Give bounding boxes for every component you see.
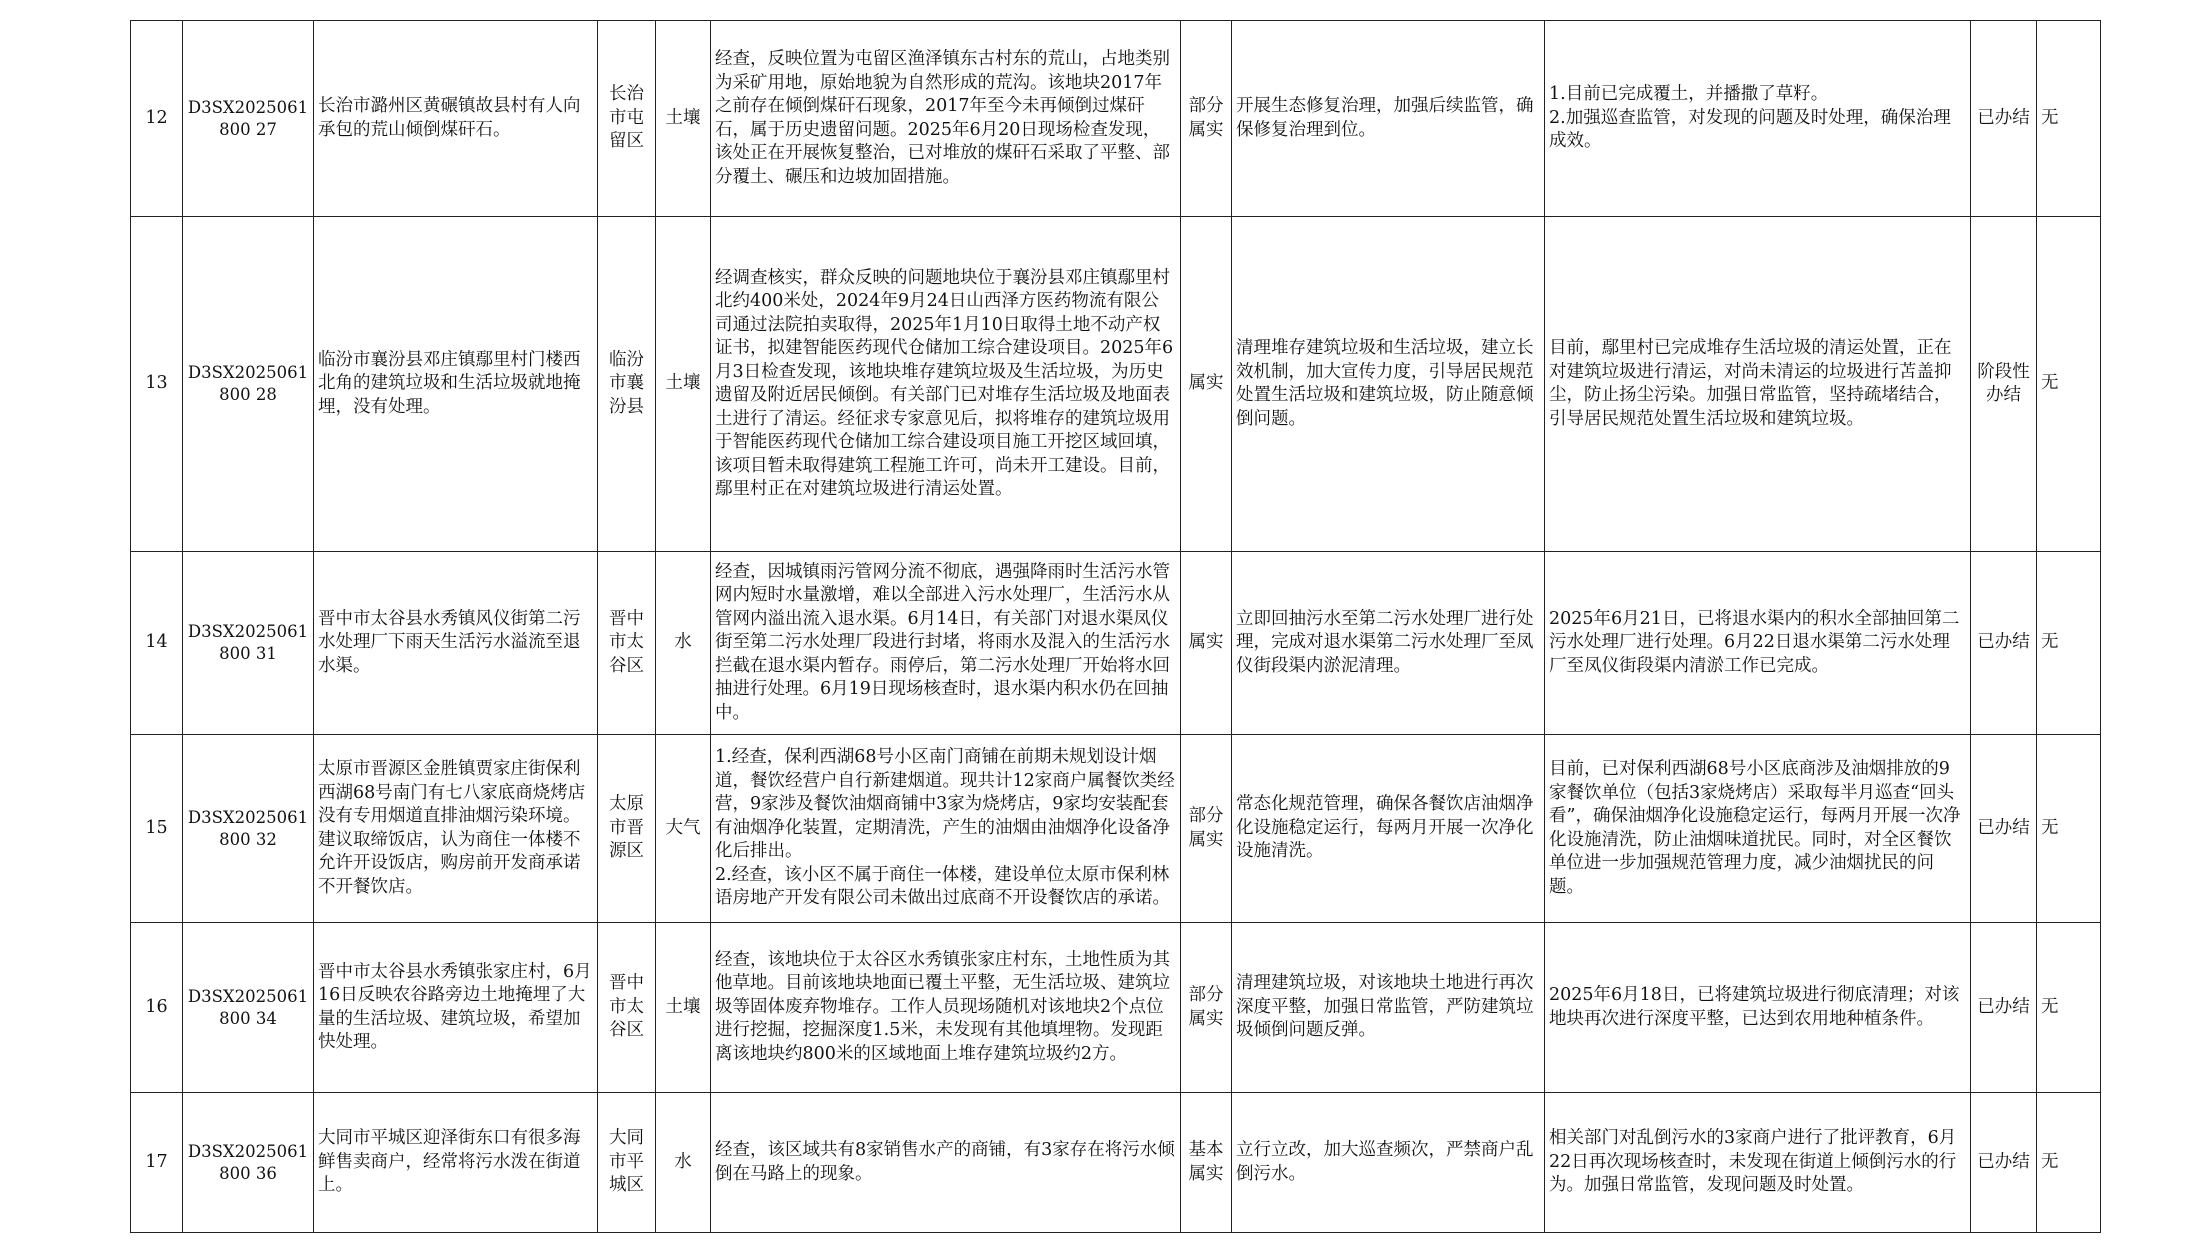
administrative-area: 晋中市太谷区: [598, 923, 656, 1093]
investigation-findings: 经查，该区域共有8家销售水产的商铺，有3家存在将污水倾倒在马路上的现象。: [711, 1093, 1181, 1233]
verification-result: 部分属实: [1181, 21, 1232, 217]
handling-status: 已办结: [1971, 21, 2037, 217]
rectification-progress: 1.目前已完成覆土，并播撒了草籽。 2.加强巡查监管，对发现的问题及时处理，确保治理成效。: [1545, 21, 1971, 217]
complaint-description: 长治市潞州区黄碾镇故县村有人向承包的荒山倾倒煤矸石。: [314, 21, 598, 217]
pollution-type: 土壤: [656, 21, 711, 217]
row-number: 17: [131, 1093, 183, 1233]
complaint-description: 晋中市太谷县水秀镇张家庄村，6月16日反映农谷路旁边土地掩埋了大量的生活垃圾、建筑垃圾，希望加快处理。: [314, 923, 598, 1093]
investigation-findings: 经查，反映位置为屯留区渔泽镇东古村东的荒山，占地类别为采矿用地，原始地貌为自然形成的荒沟。该地块2017年之前存在倾倒煤矸石现象，2017年至今未再倾倒过煤矸石，属于历史遗留问题。2025年6月20日现场检查发现，该处正在开展恢复整治，已对堆放的煤矸石采取了平整、部分覆土、碾压和边坡加固措施。: [711, 21, 1181, 217]
table-row: [131, 1093, 2101, 1233]
pollution-type: 水: [656, 552, 711, 735]
verification-result: 部分属实: [1181, 735, 1232, 923]
verification-result: 属实: [1181, 217, 1232, 552]
accountability: 无: [2037, 923, 2101, 1093]
rectification-measures: 清理堆存建筑垃圾和生活垃圾，建立长效机制，加大宣传力度，引导居民规范处置生活垃圾和建筑垃圾，防止随意倾倒问题。: [1232, 217, 1545, 552]
handling-status: 已办结: [1971, 923, 2037, 1093]
rectification-progress: 2025年6月18日，已将建筑垃圾进行彻底清理；对该地块再次进行深度平整，已达到农用地种植条件。: [1545, 923, 1971, 1093]
administrative-area: 太原市晋源区: [598, 735, 656, 923]
row-number: 12: [131, 21, 183, 217]
rectification-progress: 目前，已对保利西湖68号小区底商涉及油烟排放的9家餐饮单位（包括3家烧烤店）采取每半月巡查“回头看”，确保油烟净化设施稳定运行，每两月开展一次净化设施清洗，防止油烟味道扰民。同时，对全区餐饮单位进一步加强规范管理力度，减少油烟扰民的问题。: [1545, 735, 1971, 923]
pollution-type: 土壤: [656, 923, 711, 1093]
administrative-area: 大同市平城区: [598, 1093, 656, 1233]
rectification-measures: 立行立改，加大巡查频次，严禁商户乱倒污水。: [1232, 1093, 1545, 1233]
accountability: 无: [2037, 552, 2101, 735]
complaint-description: 临汾市襄汾县邓庄镇鄢里村门楼西北角的建筑垃圾和生活垃圾就地掩埋，没有处理。: [314, 217, 598, 552]
pollution-type: 土壤: [656, 217, 711, 552]
complaint-description: 太原市晋源区金胜镇贾家庄街保利西湖68号南门有七八家底商烧烤店没有专用烟道直排油烟污染环境。建议取缔饭店，认为商住一体楼不允许开设饭店，购房前开发商承诺不开餐饮店。: [314, 735, 598, 923]
accountability: 无: [2037, 1093, 2101, 1233]
administrative-area: 晋中市太谷区: [598, 552, 656, 735]
complaint-table: [130, 20, 2101, 1233]
verification-result: 基本属实: [1181, 1093, 1232, 1233]
case-id: D3SX2025061800 27: [183, 21, 314, 217]
investigation-findings: 经查，该地块位于太谷区水秀镇张家庄村东，土地性质为其他草地。目前该地块地面已覆土平整，无生活垃圾、建筑垃圾等固体废弃物堆存。工作人员现场随机对该地块2个点位进行挖掘，挖掘深度1.5米，未发现有其他填埋物。发现距离该地块约800米的区域地面上堆存建筑垃圾约2方。: [711, 923, 1181, 1093]
row-number: 14: [131, 552, 183, 735]
rectification-measures: 常态化规范管理，确保各餐饮店油烟净化设施稳定运行，每两月开展一次净化设施清洗。: [1232, 735, 1545, 923]
handling-status: 已办结: [1971, 552, 2037, 735]
investigation-findings: 经调查核实，群众反映的问题地块位于襄汾县邓庄镇鄢里村北约400米处，2024年9月24日山西泽方医药物流有限公司通过法院拍卖取得，2025年1月10日取得土地不动产权证书，拟建智能医药现代仓储加工综合建设项目。2025年6月3日检查发现，该地块堆存建筑垃圾及生活垃圾，为历史遗留及附近居民倾倒。有关部门已对堆存生活垃圾及地面表土进行了清运。经征求专家意见后，拟将堆存的建筑垃圾用于智能医药现代仓储加工综合建设项目施工开挖区域回填，该项目暂未取得建筑工程施工许可，尚未开工建设。目前，鄢里村正在对建筑垃圾进行清运处置。: [711, 217, 1181, 552]
administrative-area: 临汾市襄汾县: [598, 217, 656, 552]
table-row: [131, 923, 2101, 1093]
pollution-type: 水: [656, 1093, 711, 1233]
table-row: [131, 21, 2101, 217]
accountability: 无: [2037, 217, 2101, 552]
accountability: 无: [2037, 21, 2101, 217]
case-id: D3SX2025061800 31: [183, 552, 314, 735]
rectification-progress: 相关部门对乱倒污水的3家商户进行了批评教育，6月22日再次现场核查时，未发现在街道上倾倒污水的行为。加强日常监管，发现问题及时处置。: [1545, 1093, 1971, 1233]
case-id: D3SX2025061800 34: [183, 923, 314, 1093]
row-number: 15: [131, 735, 183, 923]
accountability: 无: [2037, 735, 2101, 923]
verification-result: 属实: [1181, 552, 1232, 735]
case-id: D3SX2025061800 32: [183, 735, 314, 923]
pollution-type: 大气: [656, 735, 711, 923]
handling-status: 阶段性办结: [1971, 217, 2037, 552]
handling-status: 已办结: [1971, 735, 2037, 923]
investigation-findings: 1.经查，保利西湖68号小区南门商铺在前期未规划设计烟道，餐饮经营户自行新建烟道。现共计12家商户属餐饮类经营，9家涉及餐饮油烟商铺中3家为烧烤店，9家均安装配套有油烟净化装置，定期清洗，产生的油烟由油烟净化设备净化后排出。 2.经查，该小区不属于商住一体楼，建设单位太原市保利林语房地产开发有限公司未做出过底商不开设餐饮店的承诺。: [711, 735, 1181, 923]
row-number: 13: [131, 217, 183, 552]
verification-result: 部分属实: [1181, 923, 1232, 1093]
rectification-progress: 目前，鄢里村已完成堆存生活垃圾的清运处置，正在对建筑垃圾进行清运，对尚未清运的垃圾进行苫盖抑尘，防止扬尘污染。加强日常监管，坚持疏堵结合，引导居民规范处置生活垃圾和建筑垃圾。: [1545, 217, 1971, 552]
table-row: [131, 217, 2101, 552]
handling-status: 已办结: [1971, 1093, 2037, 1233]
table-row: [131, 552, 2101, 735]
rectification-measures: 开展生态修复治理，加强后续监管，确保修复治理到位。: [1232, 21, 1545, 217]
rectification-measures: 清理建筑垃圾，对该地块土地进行再次深度平整，加强日常监管，严防建筑垃圾倾倒问题反弹。: [1232, 923, 1545, 1093]
complaint-description: 晋中市太谷县水秀镇风仪街第二污水处理厂下雨天生活污水溢流至退水渠。: [314, 552, 598, 735]
table-row: [131, 735, 2101, 923]
row-number: 16: [131, 923, 183, 1093]
case-id: D3SX2025061800 28: [183, 217, 314, 552]
complaint-description: 大同市平城区迎泽街东口有很多海鲜售卖商户，经常将污水泼在街道上。: [314, 1093, 598, 1233]
administrative-area: 长治市屯留区: [598, 21, 656, 217]
case-id: D3SX2025061800 36: [183, 1093, 314, 1233]
table-body: [131, 21, 2101, 1233]
rectification-measures: 立即回抽污水至第二污水处理厂进行处理，完成对退水渠第二污水处理厂至凤仪街段渠内淤泥清理。: [1232, 552, 1545, 735]
rectification-progress: 2025年6月21日，已将退水渠内的积水全部抽回第二污水处理厂进行处理。6月22日退水渠第二污水处理厂至凤仪街段渠内清淤工作已完成。: [1545, 552, 1971, 735]
investigation-findings: 经查，因城镇雨污管网分流不彻底，遇强降雨时生活污水管网内短时水量激增，难以全部进入污水处理厂，生活污水从管网内溢出流入退水渠。6月14日，有关部门对退水渠凤仪街至第二污水处理厂段进行封堵，将雨水及混入的生活污水拦截在退水渠内暂存。雨停后，第二污水处理厂开始将水回抽进行处理。6月19日现场核查时，退水渠内积水仍在回抽中。: [711, 552, 1181, 735]
